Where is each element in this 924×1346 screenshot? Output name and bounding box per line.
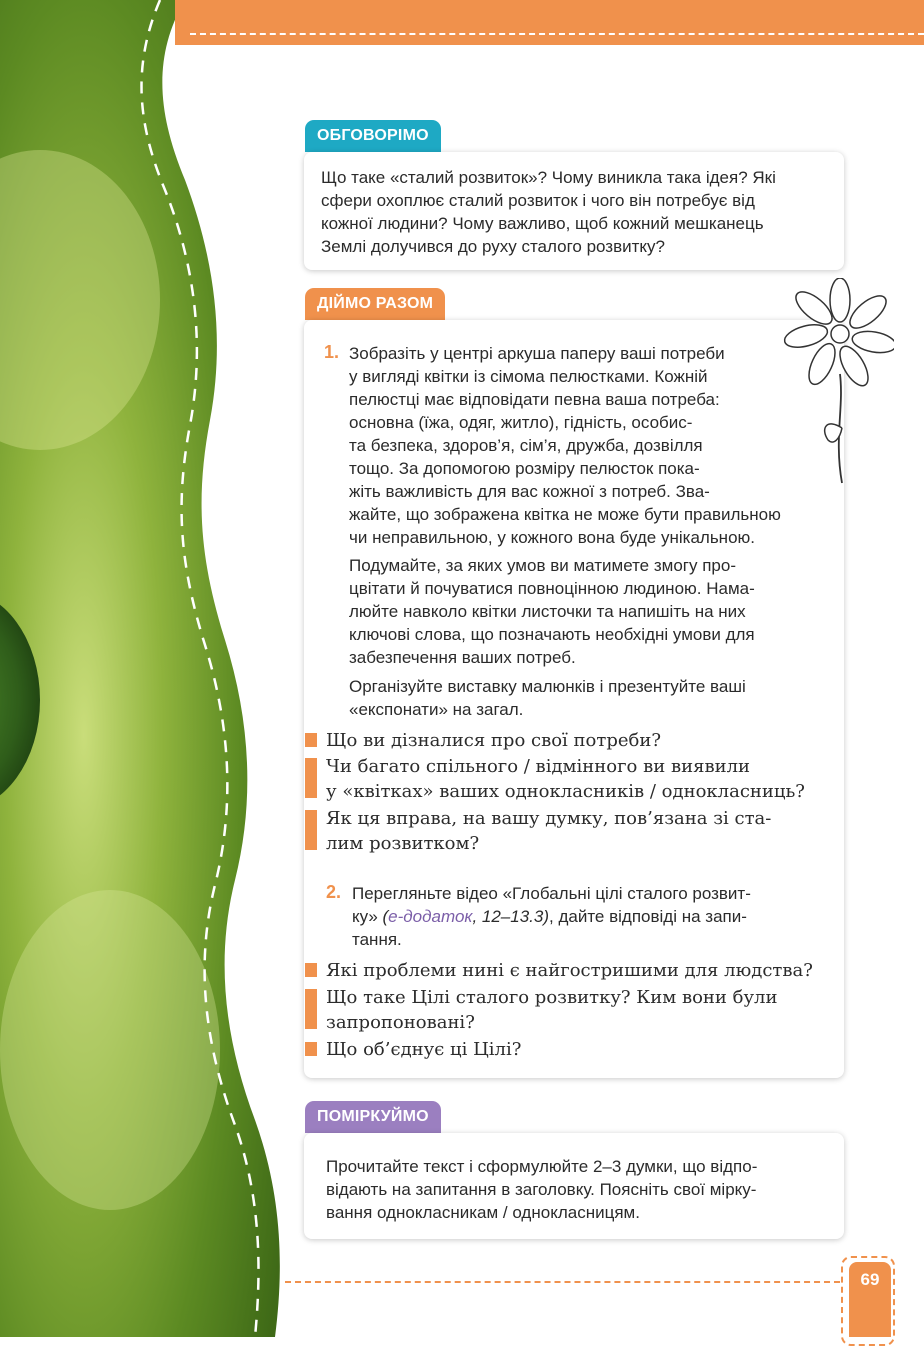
text-line xyxy=(352,905,822,928)
reflect-tag: ПОМІРКУЙМО xyxy=(305,1101,441,1133)
text-line: у вигляді квітки із сімома пелюстками. Кожній xyxy=(349,367,708,386)
text-span: ку» xyxy=(352,907,383,926)
text-line: Землі долучився до руху сталого розвитку? xyxy=(321,237,665,256)
task-1-number: 1. xyxy=(324,342,340,362)
question-marker xyxy=(305,810,317,850)
text-line: Що об’єднує ці Цілі? xyxy=(326,1039,522,1060)
e-supplement-link[interactable]: е-додаток xyxy=(388,907,473,926)
text-line: Як ця вправа, на вашу думку, пов’язана зі ста- xyxy=(326,808,772,829)
paren: ( xyxy=(382,907,389,926)
text-line: Що ви дізналися про свої потреби? xyxy=(326,730,661,751)
top-dashed-line xyxy=(190,33,924,35)
text-line: ключові слова, що позначають необхідні умови для xyxy=(349,625,755,644)
text-line: жіть важливість для вас кожної з потреб. Зва- xyxy=(349,482,710,501)
question-1-3 xyxy=(326,806,822,856)
text-line: Прочитайте текст і сформулюйте 2–3 думки, що відпо- xyxy=(326,1157,758,1176)
text-line: Зобразіть у центрі аркуша паперу ваші потреби xyxy=(349,344,725,363)
text-line: кожної людини? Чому важливо, щоб кожний мешканець xyxy=(321,214,764,233)
question-marker xyxy=(305,989,317,1029)
discuss-text xyxy=(321,166,831,258)
question-marker xyxy=(305,758,317,798)
text-line: запропоновані? xyxy=(326,1012,475,1033)
question-2-2 xyxy=(326,985,822,1035)
reference: , 12–13.3) xyxy=(472,907,550,926)
text-line: цвітати й почуватися повноцінною людиною. Нама- xyxy=(349,579,755,598)
question-2-3 xyxy=(326,1037,822,1062)
reflect-card xyxy=(304,1133,844,1239)
text-line: та безпека, здоров’я, сім’я, дружба, дозвілля xyxy=(349,436,703,455)
task-1-paragraph-1 xyxy=(349,342,821,549)
text-span: , дайте відповіді на запи- xyxy=(549,907,747,926)
text-line: у «квітках» ваших однокласників / однокласниць? xyxy=(326,781,805,802)
text-line: жайте, що зображена квітка не може бути правильною xyxy=(349,505,781,524)
question-marker xyxy=(305,1042,317,1056)
question-1-2 xyxy=(326,754,822,804)
task-2-number: 2. xyxy=(326,882,342,902)
page-number: 69 xyxy=(860,1270,880,1289)
discuss-tag: ОБГОВОРІМО xyxy=(305,120,441,152)
task-1-paragraph-2 xyxy=(349,554,821,669)
text-line: пелюстці має відповідати певна ваша потреба: xyxy=(349,390,720,409)
text-line: Подумайте, за яких умов ви матимете змогу про- xyxy=(349,556,736,575)
text-line: люйте навколо квітки листочки та напишіть на них xyxy=(349,602,746,621)
question-marker xyxy=(305,963,317,977)
reflect-text xyxy=(326,1155,822,1224)
text-line: «експонати» на загал. xyxy=(349,700,524,719)
act-together-tag: ДІЙМО РАЗОМ xyxy=(305,288,445,320)
text-line: чи неправильною, у кожного вона буде унікальною. xyxy=(349,528,755,547)
task-2-text xyxy=(352,882,822,951)
text-line: забезпечення ваших потреб. xyxy=(349,648,576,667)
text-line: основна (їжа, одяг, житло), гідність, особис- xyxy=(349,413,693,432)
text-line: вання однокласникам / однокласницям. xyxy=(326,1203,640,1222)
text-line: сфери охоплює сталий розвиток і чого він потребує від xyxy=(321,191,755,210)
text-line: Перегляньте відео «Глобальні цілі сталого розвит- xyxy=(352,884,751,903)
text-line: тання. xyxy=(352,930,402,949)
top-decorative-bar xyxy=(175,0,924,45)
bottom-dashed-line xyxy=(285,1281,840,1283)
question-marker xyxy=(305,733,317,747)
text-line: Що таке «сталий розвиток»? Чому виникла така ідея? Які xyxy=(321,168,776,187)
text-line: Що таке Цілі сталого розвитку? Ким вони були xyxy=(326,987,778,1008)
text-line: лим розвитком? xyxy=(326,833,480,854)
question-2-1 xyxy=(326,958,822,983)
text-line: відають на запитання в заголовку. Поясніть свої мірку- xyxy=(326,1180,757,1199)
question-1-1 xyxy=(326,728,822,753)
text-line: Організуйте виставку малюнків і презентуйте ваші xyxy=(349,677,746,696)
text-line: тощо. За допомогою розміру пелюсток пока- xyxy=(349,459,700,478)
text-line: Чи багато спільного / відмінного ви виявили xyxy=(326,756,751,777)
discuss-card xyxy=(304,152,844,270)
text-line: Які проблеми нині є найгостришими для людства? xyxy=(326,960,813,981)
task-1-paragraph-3 xyxy=(349,675,821,721)
